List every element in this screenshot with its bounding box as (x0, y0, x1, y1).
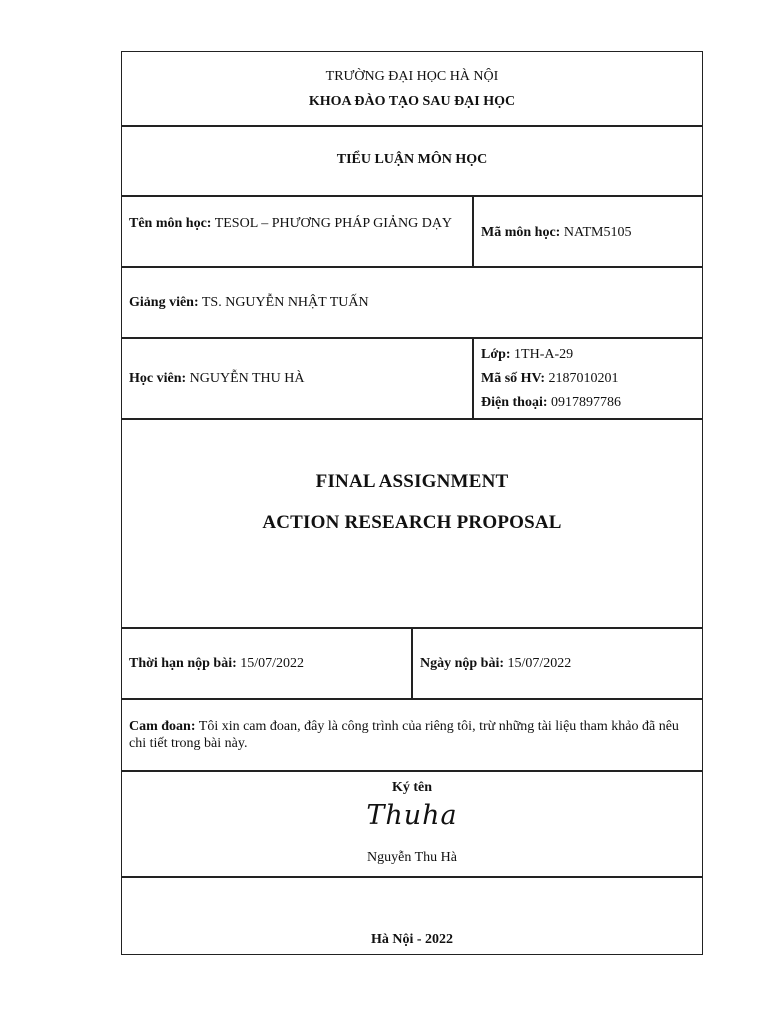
phone-value: 0917897786 (551, 395, 621, 410)
deadline-value: 15/07/2022 (240, 656, 305, 671)
course-code-value: NATM5105 (563, 225, 632, 240)
cover-page (121, 51, 703, 955)
doc-type: TIỂU LUẬN MÔN HỌC (336, 152, 488, 167)
course-row (122, 197, 702, 268)
footer-row (122, 878, 702, 954)
lecturer-row (122, 268, 702, 339)
student-info-cell (474, 339, 702, 418)
student-id-label: Mã số HV: (481, 371, 546, 386)
title-row (122, 420, 702, 629)
course-code-label: Mã môn học: (481, 225, 561, 240)
course-name-label: Tên môn học: (129, 216, 212, 231)
lecturer-label: Giảng viên: (129, 295, 199, 310)
phone-label: Điện thoại: (481, 395, 548, 410)
dates-row (122, 629, 702, 700)
course-name-value: TESOL – PHƯƠNG PHÁP GIẢNG DẠY (214, 216, 453, 231)
header-row (122, 52, 702, 127)
student-name-cell (122, 339, 474, 418)
pledge-text: Tôi xin cam đoan, đây là công trình của riêng tôi, trừ những tài liệu tham khảo đã nêu chi tiết trong bài này. (129, 719, 679, 751)
handwritten-signature: Thuha (366, 800, 458, 831)
lecturer-value: TS. NGUYỄN NHẬT TUẤN (201, 295, 369, 310)
place-year: Hà Nội - 2022 (370, 932, 454, 947)
class-label: Lớp: (481, 347, 511, 362)
course-name-cell (122, 197, 474, 266)
class-value: 1TH-A-29 (514, 347, 574, 362)
deadline-cell (122, 629, 413, 698)
pledge-label: Cam đoan: (129, 719, 196, 734)
doc-type-row (122, 127, 702, 197)
university-name: TRƯỜNG ĐẠI HỌC HÀ NỘI (325, 69, 499, 84)
title-line-1: FINAL ASSIGNMENT (315, 471, 509, 492)
signature-label: Ký tên (391, 780, 433, 795)
submit-value: 15/07/2022 (507, 656, 572, 671)
student-row (122, 339, 702, 420)
deadline-label: Thời hạn nộp bài: (129, 656, 237, 671)
pledge-row (122, 700, 702, 772)
student-value: NGUYỄN THU HÀ (189, 371, 305, 386)
submit-cell (413, 629, 702, 698)
title-line-2: ACTION RESEARCH PROPOSAL (262, 512, 562, 533)
student-label: Học viên: (129, 371, 187, 386)
cover-frame (121, 51, 703, 955)
signer-name: Nguyễn Thu Hà (367, 850, 457, 865)
submit-label: Ngày nộp bài: (420, 656, 505, 671)
student-id-value: 2187010201 (548, 371, 619, 386)
course-code-cell (474, 197, 702, 266)
signature-row (122, 772, 702, 878)
faculty-name: KHOA ĐÀO TẠO SAU ĐẠI HỌC (308, 94, 516, 109)
